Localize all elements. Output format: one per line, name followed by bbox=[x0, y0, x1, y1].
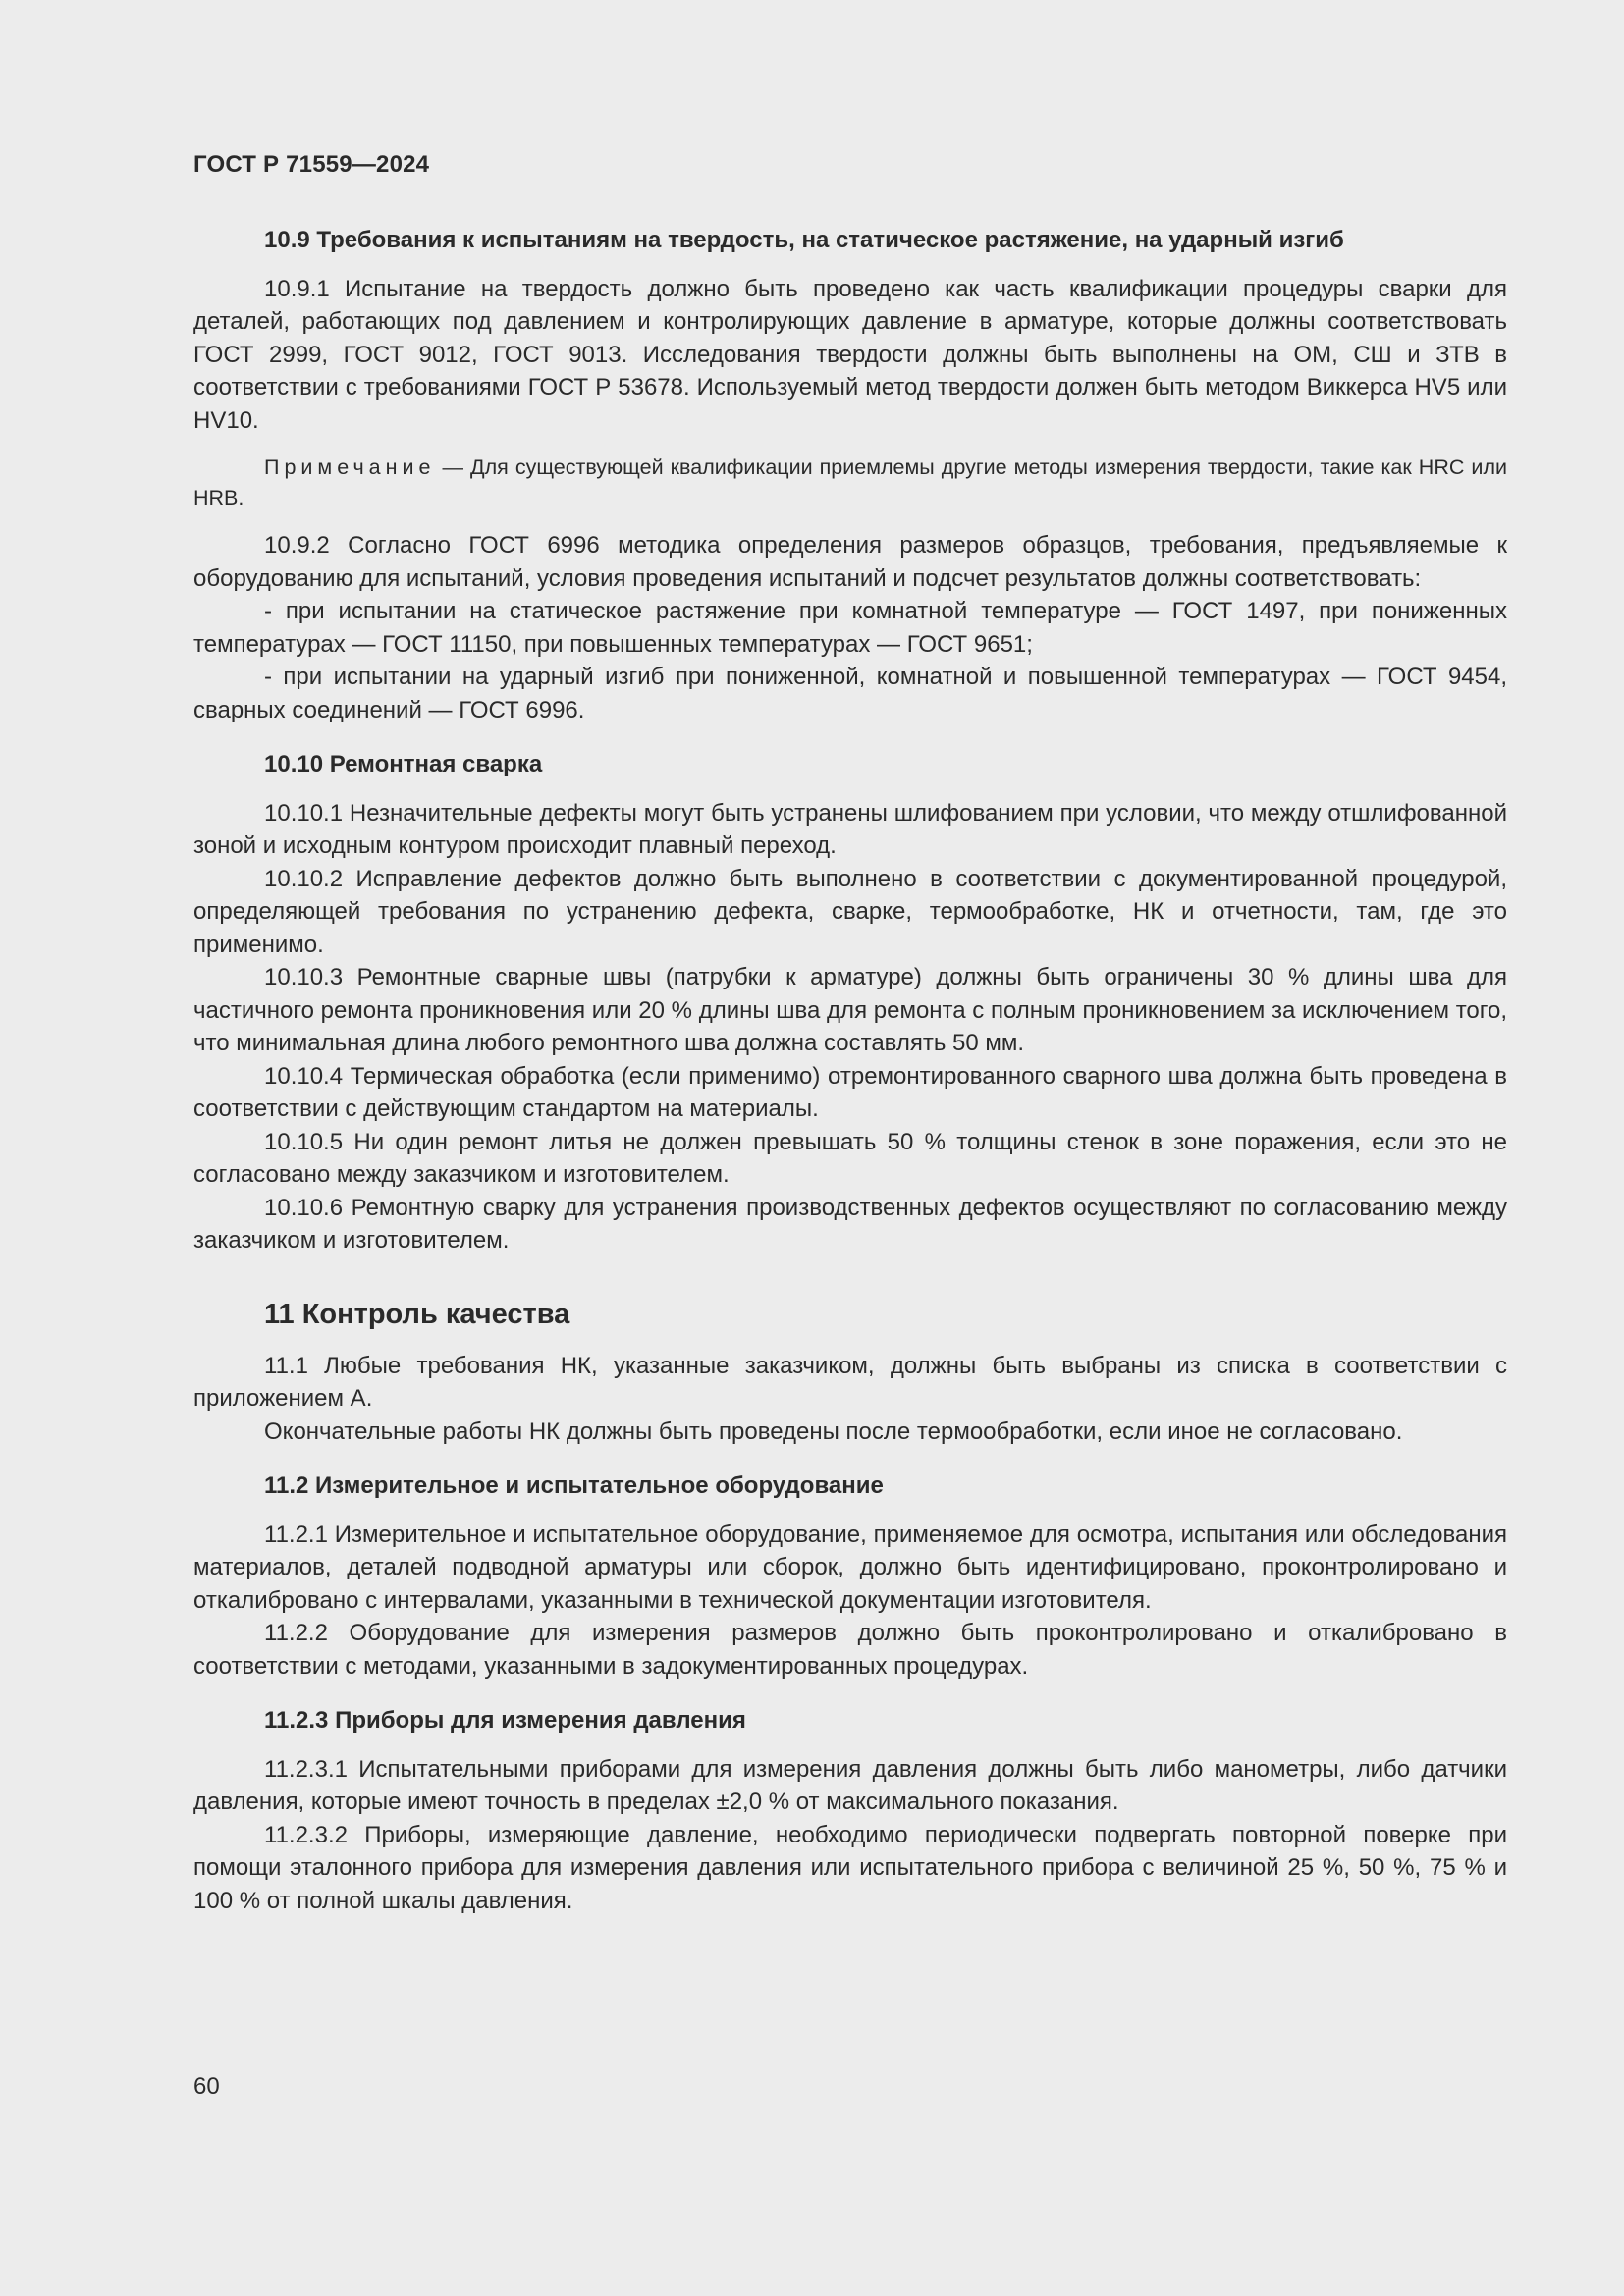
paragraph-10-10-3: 10.10.3 Ремонтные сварные швы (патрубки к арматуре) должны быть ограничены 30 % длины шва для частичного ремонта проникновения или 20 % длины шва для ремонта с полным проникновением за исключением того, что минимальная длина любого ремонтного шва должна составлять 50 мм. bbox=[193, 964, 1507, 1056]
section-11-2-3-heading: 11.2.3 Приборы для измерения давления bbox=[264, 1707, 746, 1734]
section-11-2-heading: 11.2 Измерительное и испытательное оборудование bbox=[264, 1472, 884, 1499]
paragraph-10-10-4: 10.10.4 Термическая обработка (если применимо) отремонтированного сварного шва должна быть проведена в соответствии с действующим стандартом на материалы. bbox=[193, 1062, 1507, 1122]
note-label: Примечание bbox=[264, 455, 436, 479]
paragraph-10-10-2: 10.10.2 Исправление дефектов должно быть выполнено в соответствии с документированной процедурой, определяющей требования по устранению дефекта, сварке, термообработке, НК и отчетности, там, где это применимо. bbox=[193, 865, 1507, 958]
paragraph-10-10-1: 10.10.1 Незначительные дефекты могут быть устранены шлифованием при условии, что между отшлифованной зоной и исходным контуром происходит плавный переход. bbox=[193, 799, 1507, 859]
section-11-heading: 11 Контроль качества bbox=[264, 1298, 570, 1330]
paragraph-11-2-3-1: 11.2.3.1 Испытательными приборами для измерения давления должны быть либо манометры, либо датчики давления, которые имеют точность в пределах ±2,0 % от максимального показания. bbox=[193, 1755, 1507, 1815]
document-body bbox=[193, 224, 1507, 1917]
paragraph-11-1: 11.1 Любые требования НК, указанные заказчиком, должны быть выбраны из списка в соответствии с приложением А. bbox=[193, 1352, 1507, 1412]
list-item: - при испытании на статическое растяжение при комнатной температуре — ГОСТ 1497, при пониженных температурах — ГОСТ 11150, при повышенных температурах — ГОСТ 9651; bbox=[193, 598, 1507, 658]
section-10-10-heading: 10.10 Ремонтная сварка bbox=[264, 751, 543, 777]
paragraph-10-10-6: 10.10.6 Ремонтную сварку для устранения производственных дефектов осуществляют по согласованию между заказчиком и изготовителем. bbox=[193, 1194, 1507, 1254]
note-text: — Для существующей квалификации приемлемы другие методы измерения твердости, такие как HRC или HRB. bbox=[193, 455, 1507, 509]
paragraph-10-9-1: 10.9.1 Испытание на твердость должно быть проведено как часть квалификации процедуры сварки для деталей, работающих под давлением и контролирующих давление в арматуре, которые должны соответствовать ГОСТ 2999, ГОСТ 9012, ГОСТ 9013. Исследования твердости должны быть выполнены на ОМ, СШ и ЗТВ в соответствии с требованиями ГОСТ Р 53678. Используемый метод твердости должен быть методом Виккерса HV5 или HV10. bbox=[193, 275, 1507, 434]
page-number: 60 bbox=[193, 2073, 220, 2100]
document-header: ГОСТ Р 71559—2024 bbox=[193, 151, 430, 178]
paragraph-10-10-5: 10.10.5 Ни один ремонт литья не должен превышать 50 % толщины стенок в зоне поражения, если это не согласовано между заказчиком и изготовителем. bbox=[193, 1128, 1507, 1188]
paragraph-11-1-final: Окончательные работы НК должны быть проведены после термообработки, если иное не согласовано. bbox=[264, 1417, 1403, 1445]
note-10-9 bbox=[193, 453, 1507, 513]
list-item: - при испытании на ударный изгиб при пониженной, комнатной и повышенной температурах — ГОСТ 9454, сварных соединений — ГОСТ 6996. bbox=[193, 664, 1507, 723]
paragraph-10-9-2: 10.9.2 Согласно ГОСТ 6996 методика определения размеров образцов, требования, предъявляемые к оборудованию для испытаний, условия проведения испытаний и подсчет результатов должны соответствовать: bbox=[193, 532, 1507, 592]
paragraph-11-2-1: 11.2.1 Измерительное и испытательное оборудование, применяемое для осмотра, испытания или обследования материалов, деталей подводной арматуры или сборок, должно быть идентифицировано, проконтролировано и откалибровано с интервалами, указанными в технической документации изготовителя. bbox=[193, 1521, 1507, 1614]
paragraph-11-2-3-2: 11.2.3.2 Приборы, измеряющие давление, необходимо периодически подвергать повторной поверке при помощи эталонного прибора для измерения давления или испытательного прибора с величиной 25 %, 50 %, 75 % и 100 % от полной шкалы давления. bbox=[193, 1821, 1507, 1914]
section-10-9-heading: 10.9 Требования к испытаниям на твердость, на статическое растяжение, на ударный изгиб bbox=[264, 227, 1344, 253]
paragraph-11-2-2: 11.2.2 Оборудование для измерения размеров должно быть проконтролировано и откалибровано в соответствии с методами, указанными в задокументированных процедурах. bbox=[193, 1620, 1507, 1680]
